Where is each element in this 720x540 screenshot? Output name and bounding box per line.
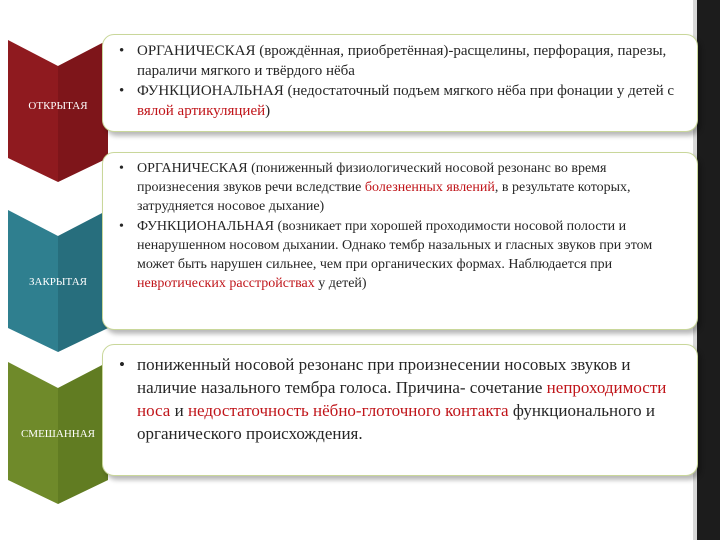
mixed-description-item: • пониженный носовой резонанс при произнесении носовых звуков и наличие назального тембра голоса. Причина- сочетание непроходимости носа и недостаточность нёбно-глоточного контакта функционального и органического происхождения. (119, 355, 667, 443)
category-open-label: ОТКРЫТАЯ (28, 100, 88, 112)
open-description-box (102, 34, 698, 132)
closed-functional-item: • ФУНКЦИОНАЛЬНАЯ (возникает при хорошей проходимости носовой полости и ненарушенном носовом дыхании. Однако тембр назальных и гласных звуков при этом может быть нарушен сильнее, чем при органических формах. Наблюдается при невротических расстройствах у детей) (119, 218, 653, 292)
closed-description-box (102, 152, 698, 330)
open-functional-item: • ФУНКЦИОНАЛЬНАЯ (недостаточный подъем мягкого нёба при фонации у детей с вялой артикуляцией) (119, 83, 675, 119)
mixed-description-box (102, 344, 698, 476)
category-closed-label: ЗАКРЫТАЯ (29, 276, 87, 288)
closed-organic-item: • ОРГАНИЧЕСКАЯ (пониженный физиологический носовой резонанс во время произнесения звуков речи вследствие болезненных явлений, в результате которых, затрудняется носовое дыхание) (119, 161, 631, 215)
category-open-chevron (8, 40, 108, 182)
open-organic-item: • ОРГАНИЧЕСКАЯ (врождённая, приобретённая)-расщелины, перфорация, парезы, параличи мягкого и твёрдого нёба (119, 43, 667, 79)
category-mixed-chevron (8, 362, 108, 504)
category-mixed-label: СМЕШАННАЯ (20, 428, 96, 440)
slide-edge-bar (697, 0, 720, 540)
category-closed-chevron (8, 210, 108, 352)
